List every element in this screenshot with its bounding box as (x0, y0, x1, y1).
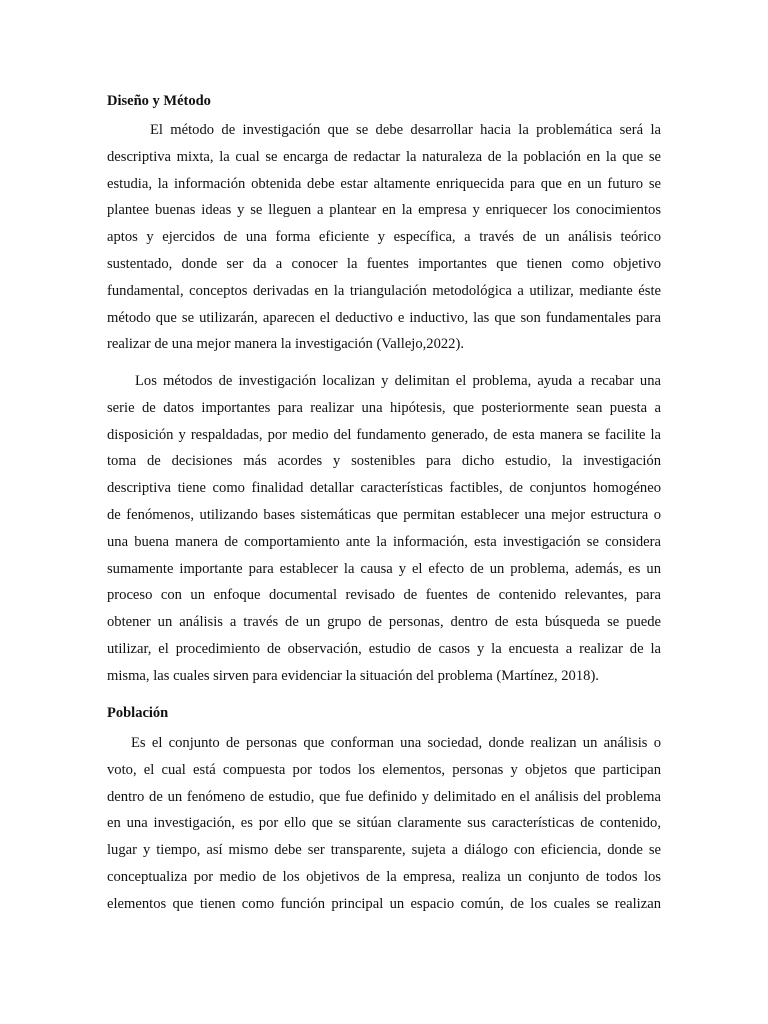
heading-diseno-metodo: Diseño y Método (107, 93, 211, 109)
text-line: misma, las cuales sirven para evidenciar la situación del problema (Martínez, 2018). (107, 667, 599, 684)
text-line: lugar y tiempo, así mismo debe ser transparente, sujeta a diálogo con eficiencia, donde se (107, 842, 661, 859)
text-line: toma de decisiones más acordes y sostenibles para dicho estudio, la investigación (107, 453, 661, 470)
text-line: descriptiva tiene como finalidad detallar características factibles, de conjuntos homogéneo (107, 480, 661, 497)
text-line: aptos y ejercidos de una forma eficiente y específica, a través de un análisis teórico (107, 229, 661, 246)
text-line: en una investigación, es por ello que se sitúan claramente sus características de contenido, (107, 815, 661, 832)
text-line: El método de investigación que se debe desarrollar hacia la problemática será la (150, 122, 661, 138)
text-line: serie de datos importantes para realizar una hipótesis, que posteriormente sean puesta a (107, 399, 661, 416)
text-line: de fenómenos, utilizando bases sistemáticas que permitan establecer una mejor estructura o (107, 506, 661, 523)
paragraph-metodo-2 (107, 368, 661, 690)
text-line: sustentado, donde ser da a conocer la fuentes importantes que tienen como objetivo (107, 255, 661, 272)
text-line: una buena manera de comportamiento ante la información, esta investigación se considera (107, 533, 661, 550)
text-line: plantee buenas ideas y se lleguen a plantear en la empresa y enriquecer los conocimientos (107, 202, 661, 219)
text-line: proceso con un enfoque documental revisado de fuentes de contenido relevantes, para (107, 587, 661, 604)
text-line: Los métodos de investigación localizan y delimitan el problema, ayuda a recabar una (135, 373, 661, 389)
text-line: descriptiva mixta, la cual se encarga de redactar la naturaleza de la población en la que se (107, 148, 661, 165)
text-line: estudia, la información obtenida debe estar altamente enriquecida para que en un futuro se (107, 175, 661, 192)
text-line: conceptualiza por medio de los objetivos de la empresa, realiza un conjunto de todos los (107, 868, 661, 885)
text-line: dentro de un fenómeno de estudio, que fue definido y delimitado en el análisis del problema (107, 788, 661, 805)
text-line: utilizar, el procedimiento de observación, estudio de casos y la encuesta a realizar de la (107, 640, 661, 657)
text-line: voto, el cual está compuesta por todos los elementos, personas y objetos que participan (107, 761, 661, 778)
text-line: obtener un análisis a través de un grupo de personas, dentro de esta búsqueda se puede (107, 614, 661, 631)
text-line: disposición y respaldadas, por medio del fundamento generado, de esta manera se facilite la (107, 426, 661, 443)
text-line: realizar de una mejor manera la investigación (Vallejo,2022). (107, 336, 464, 353)
text-line: sumamente importante para establecer la causa y el efecto de un problema, además, es un (107, 560, 661, 577)
paragraph-poblacion (107, 730, 661, 918)
text-line: fundamental, conceptos derivadas en la triangulación metodológica a utilizar, mediante éste (107, 282, 661, 299)
paragraph-metodo-1 (107, 117, 661, 358)
text-line: Es el conjunto de personas que conforman una sociedad, donde realizan un análisis o (131, 735, 661, 751)
text-line: elementos que tienen como función principal un espacio común, de los cuales se realizan (107, 895, 661, 912)
heading-poblacion: Población (107, 705, 169, 721)
text-line: método que se utilizarán, aparecen el deductivo e inductivo, las que son fundamentales para (107, 309, 661, 326)
